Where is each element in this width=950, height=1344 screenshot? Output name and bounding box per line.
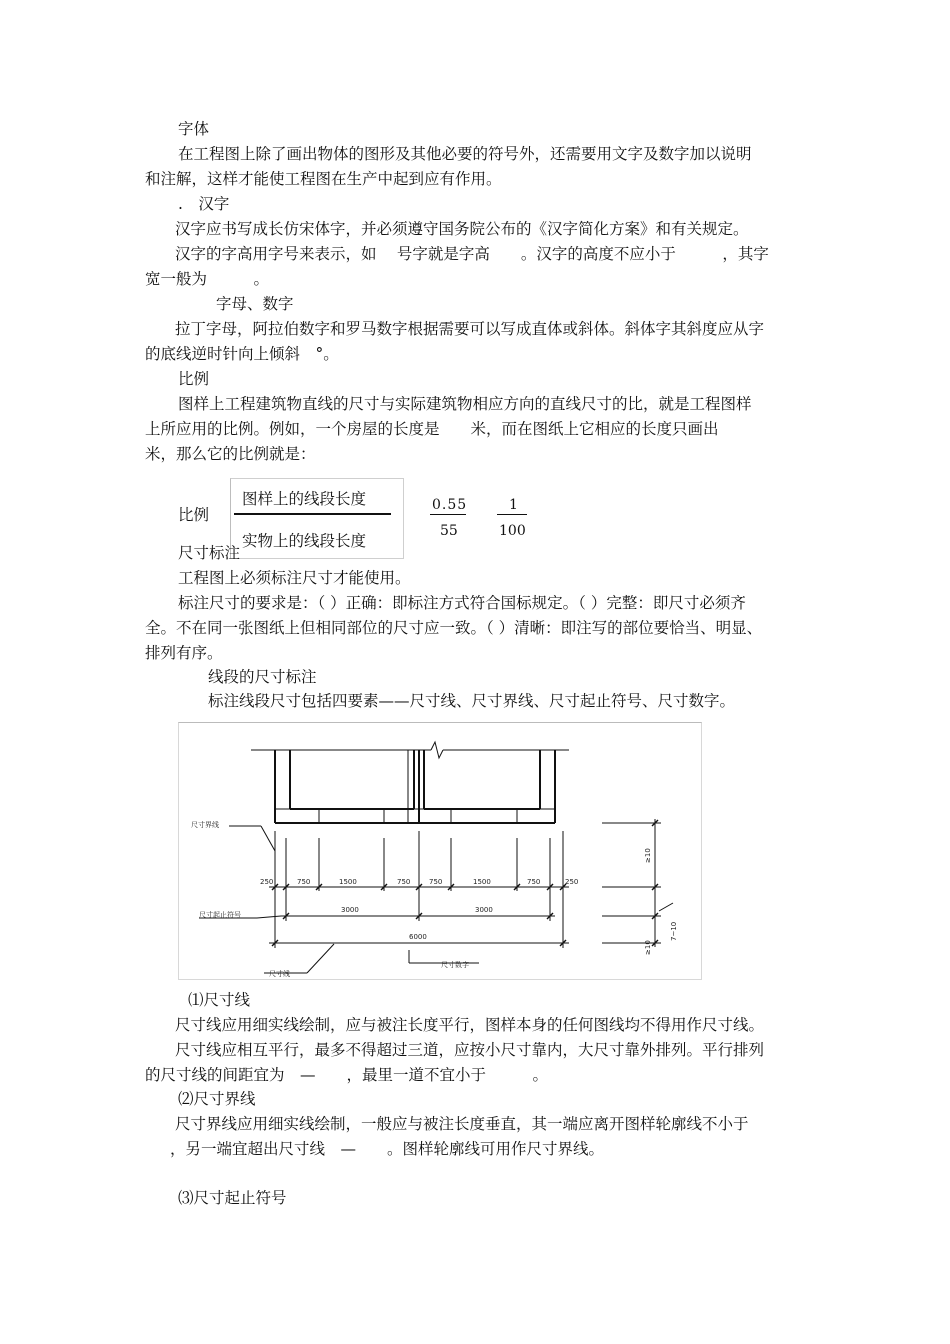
dim-row-1-value: 750 <box>297 878 311 886</box>
dim-row-1-value: 250 <box>260 878 274 886</box>
dimension-heading: 尺寸标注 <box>178 544 241 562</box>
segment-paragraph: 标注线段尺寸包括四要素——尺寸线、尺寸界线、尺寸起止符号、尺寸数字。 <box>208 692 736 710</box>
formula-label: 比例 <box>178 506 210 524</box>
example-2-numerator: 1 <box>509 497 518 513</box>
example-1-denominator: 55 <box>440 523 458 539</box>
dimension-paragraph-2-line-2: 全。不在同一张图纸上但相同部位的尺寸应一致。（ ）清晰：即注写的部位要恰当、明显、 <box>145 619 763 637</box>
dimension-paragraph-2-line-3: 排列有序。 <box>145 644 223 662</box>
item-2-paragraph-line-2: ，另一端宜超出尺寸线 — 。图样轮廓线可用作尺寸界线。 <box>170 1140 605 1158</box>
letters-paragraph-line-1: 拉丁字母，阿拉伯数字和罗马数字根据需要可以写成直体或斜体。斜体字其斜度应从字 <box>175 320 765 338</box>
dim-3000-left: 3000 <box>341 906 359 914</box>
dimension-paragraph-2-line-1: 标注尺寸的要求是：（ ）正确：即标注方式符合国标规定。（ ）完整：即尺寸必须齐 <box>178 594 746 612</box>
scale-paragraph-line-3: 米，那么它的比例就是： <box>145 445 316 463</box>
dim-row-1-value: 1500 <box>473 878 491 886</box>
right-dim-2: 7~10 <box>670 921 678 941</box>
right-dim-1: ≥10 <box>644 848 652 863</box>
item-3-heading: ⑶尺寸起止符号 <box>178 1189 287 1207</box>
hanzi-paragraph-2-line-1: 汉字的字高用字号来表示，如 号字就是字高 。汉字的高度不应小于 ，其字 <box>175 245 769 263</box>
intro-line-2: 和注解，这样才能使工程图在生产中起到应有作用。 <box>145 170 502 188</box>
letters-paragraph-line-2: 的底线逆时针向上倾斜 °。 <box>145 345 339 363</box>
label-dimension-number: 尺寸数字 <box>441 961 469 969</box>
item-1-paragraph-2-line-2: 的尺寸线的间距宜为 — ，最里一道不宜小于 。 <box>145 1066 549 1084</box>
segment-heading: 线段的尺寸标注 <box>208 668 317 686</box>
dim-row-1-value: 750 <box>429 878 443 886</box>
scale-heading: 比例 <box>178 370 210 388</box>
scale-paragraph-line-1: 图样上工程建筑物直线的尺寸与实际建筑物相应方向的直线尺寸的比，就是工程图样 <box>178 395 752 413</box>
letters-heading: 字母、数字 <box>216 295 294 313</box>
item-1-paragraph-2-line-1: 尺寸线应相互平行，最多不得超过三道，应按小尺寸靠内，大尺寸靠外排列。平行排列 <box>175 1041 765 1059</box>
hanzi-paragraph-1: 汉字应书写成长仿宋体字，并必须遵守国务院公布的《汉字简化方案》和有关规定。 <box>175 220 749 238</box>
dimension-diagram-svg <box>179 723 701 979</box>
formula-fraction-bar <box>234 513 391 515</box>
hanzi-paragraph-2-line-2: 宽一般为 。 <box>145 270 270 288</box>
item-2-heading: ⑵尺寸界线 <box>178 1090 256 1108</box>
label-dimension-line: 尺寸线 <box>269 970 290 978</box>
item-2-paragraph-line-1: 尺寸界线应用细实线绘制，一般应与被注长度垂直，其一端应离开图样轮廓线不小于 <box>175 1115 749 1133</box>
dim-row-1-value: 750 <box>527 878 541 886</box>
dim-row-1-value: 250 <box>565 878 579 886</box>
item-1-heading: ⑴尺寸线 <box>188 991 251 1009</box>
dimension-paragraph-1: 工程图上必须标注尺寸才能使用。 <box>178 569 411 587</box>
example-1-bar <box>430 514 466 515</box>
dimension-diagram <box>178 722 702 980</box>
font-heading: 字体 <box>178 120 210 138</box>
dim-row-1-value: 750 <box>397 878 411 886</box>
dim-3000-right: 3000 <box>475 906 493 914</box>
label-start-end-symbol: 尺寸起止符号 <box>199 911 241 919</box>
hanzi-heading: . 汉字 <box>178 195 230 213</box>
formula-numerator: 图样上的线段长度 <box>242 490 367 508</box>
example-1-numerator: 0.55 <box>432 497 468 513</box>
formula-denominator: 实物上的线段长度 <box>242 532 367 550</box>
example-2-denominator: 100 <box>499 523 526 539</box>
label-extension-line: 尺寸界线 <box>191 821 219 829</box>
item-1-paragraph-1: 尺寸线应用细实线绘制，应与被注长度平行，图样本身的任何图线均不得用作尺寸线。 <box>175 1016 765 1034</box>
example-2-bar <box>497 514 527 515</box>
intro-line-1: 在工程图上除了画出物体的图形及其他必要的符号外，还需要用文字及数字加以说明 <box>178 145 752 163</box>
dim-6000: 6000 <box>409 933 427 941</box>
right-dim-3: ≥10 <box>644 940 652 955</box>
dim-row-1-value: 1500 <box>339 878 357 886</box>
scale-paragraph-line-2: 上所应用的比例。例如，一个房屋的长度是 米，而在图纸上它相应的长度只画出 <box>145 420 719 438</box>
